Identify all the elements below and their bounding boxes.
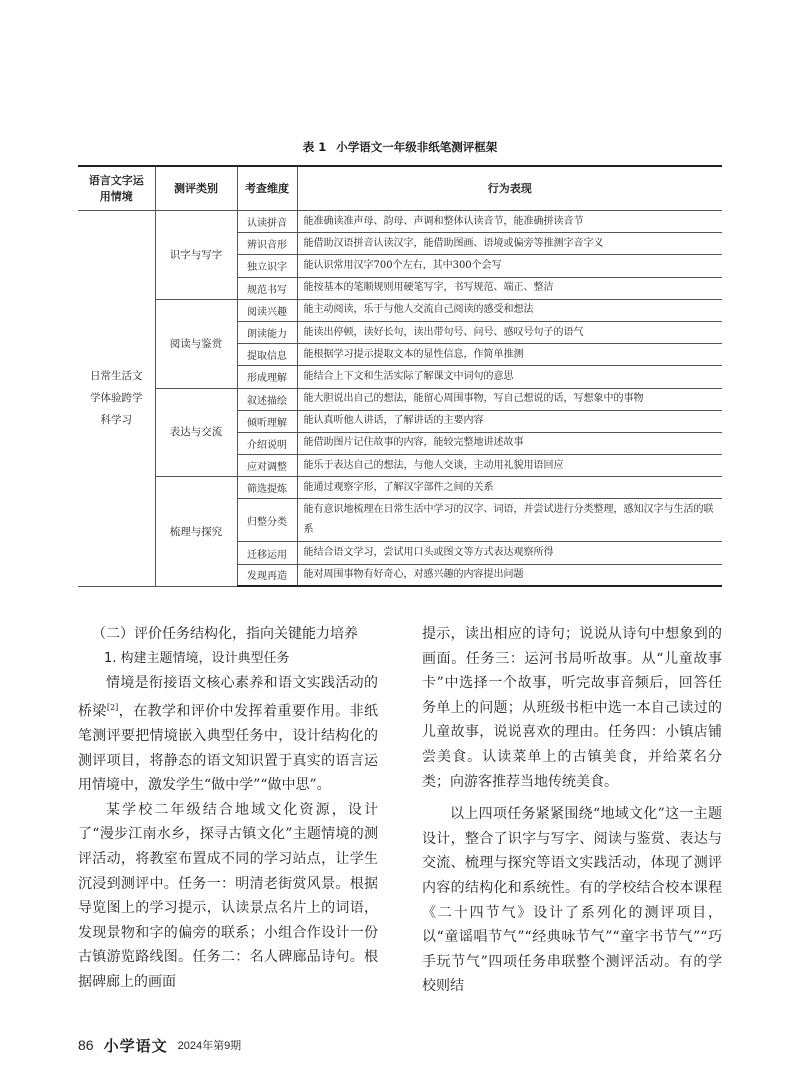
dimension-cell: 独立识字 [237,255,297,277]
page-number: 86 [78,1037,94,1053]
dimension-cell: 叙述描绘 [237,388,297,410]
paragraph: 以上四项任务紧紧围绕“地域文化”这一主题设计，整合了识字与写字、阅读与鉴赏、表达与交流、梳理与探究等语文实践活动，体现了测评内容的结构化和系统性。有的学校结合校本课程《二十四节气》设计了系列化的测评项目，以“童谣唱节气”“经典咏节气”“童字书节气”“巧手玩节气”四项任务串联整个测评活动。有的学校则结 [422,806,722,995]
behavior-cell: 能乐于表达自己的想法，与他人交谈，主动用礼貌用语回应 [297,455,722,477]
dimension-cell: 倾听理解 [237,410,297,432]
dimension-cell: 归整分类 [237,499,297,542]
dimension-cell: 迁移运用 [237,542,297,564]
page-footer [78,1034,241,1056]
category-cell: 梳理与探究 [155,477,237,587]
table-row [78,477,722,499]
table-header-row [78,166,722,211]
issue-label: 2024年第9期 [177,1040,242,1052]
behavior-cell: 能结合上下文和生活实际了解课文中词句的意思 [297,366,722,388]
behavior-cell: 能大胆说出自己的想法，能留心周围事物，写自己想说的话，写想象中的事物 [297,388,722,410]
paragraph: 情境是衔接语文核心素养和语文实践活动的桥梁[2]，在教学和评价中发挥着重要作用。非纸笔测评要把情境嵌入典型任务中，设计结构化的测评项目，将静态的语文知识置于真实的语言运用情境中，激发学生“做中学”“做中思”。 [78,675,379,794]
right-column [422,622,722,999]
dimension-cell: 规范书写 [237,277,297,299]
table-row [78,299,722,321]
dimension-cell: 发现再造 [237,564,297,586]
dimension-cell: 认读拼音 [237,211,297,233]
dimension-cell: 筛选提炼 [237,477,297,499]
table-title: 小学语文一年级非纸笔测评框架 [336,140,498,154]
behavior-cell: 能有意识地梳理在日常生活中学习的汉字、词语，并尝试进行分类整理，感知汉字与生活的联系 [297,499,722,542]
paragraph: 提示，读出相应的诗句；说说从诗句中想象到的画面。任务三：运河书局听故事。从“儿童故事卡”中选择一个故事，听完故事音频后，回答任务单上的问题；从班级书柜中选一本自己读过的儿童故事，说说喜欢的理由。任务四：小镇店铺尝美食。认读菜单上的古镇美食，并给菜名分类；向游客推荐当地传统美食。 [422,626,722,790]
left-column [78,622,378,995]
header-context: 语言文字运用情境 [78,166,155,211]
category-cell: 识字与写字 [155,211,237,300]
table-number: 表 1 [302,140,327,154]
dimension-cell: 介绍说明 [237,432,297,454]
context-cell: 日常生活文学体验跨学科学习 [78,211,155,587]
behavior-cell: 能按基本的笔顺规则用硬笔写字，书写规范、端正、整洁 [297,277,722,299]
category-cell: 表达与交流 [155,388,237,477]
dimension-cell: 形成理解 [237,366,297,388]
dimension-cell: 朗读能力 [237,321,297,343]
behavior-cell: 能准确读准声母、韵母、声调和整体认读音节，能准确拼读音节 [297,211,722,233]
header-dimension: 考查维度 [237,166,297,211]
subheading: 1. 构建主题情境，设计典型任务 [104,650,290,666]
header-category: 测评类别 [155,166,237,211]
magazine-logo: 小学语文 [103,1036,168,1055]
table-row [78,388,722,410]
table-row [78,211,722,233]
paragraph: 某学校二年级结合地域文化资源，设计了“漫步江南水乡，探寻古镇文化”主题情境的测评活动，将教室布置成不同的学习站点，让学生沉浸到测评中。任务一：明清老街赏风景。根据导览图上的学习提示，认读景点名片上的词语，发现景物和字的偏旁的联系；小组合作设计一份古镇游览路线图。任务二：名人碑廊品诗句。根据碑廊上的画面 [78,801,378,990]
behavior-cell: 能读出停顿，读好长句，读出带句号、问号、感叹号句子的语气 [297,321,722,343]
behavior-cell: 能借助汉语拼音认读汉字，能借助图画、语境或偏旁等推测字音字义 [297,233,722,255]
behavior-cell: 能认真听他人讲话，了解讲话的主要内容 [297,410,722,432]
behavior-cell: 能通过观察字形，了解汉字部件之间的关系 [297,477,722,499]
category-cell: 阅读与鉴赏 [155,299,237,388]
dimension-cell: 提取信息 [237,344,297,366]
assessment-framework-table [78,165,722,587]
dimension-cell: 阅读兴趣 [237,299,297,321]
header-behavior: 行为表现 [297,166,722,211]
behavior-cell: 能结合语文学习，尝试用口头或图文等方式表达观察所得 [297,542,722,564]
behavior-cell: 能认识常用汉字700个左右，其中300个会写 [297,255,722,277]
dimension-cell: 应对调整 [237,455,297,477]
section-heading: （二）评价任务结构化，指向关键能力培养 [92,626,358,642]
behavior-cell: 能借助图片记住故事的内容，能较完整地讲述故事 [297,432,722,454]
behavior-cell: 能根据学习提示提取文本的显性信息，作简单推测 [297,344,722,366]
behavior-cell: 能主动阅读，乐于与他人交流自己阅读的感受和想法 [297,299,722,321]
behavior-cell: 能对周围事物有好奇心，对感兴趣的内容提出问题 [297,564,722,586]
citation-mark: [2] [106,702,119,712]
dimension-cell: 辨识音形 [237,233,297,255]
table-caption [0,139,800,155]
